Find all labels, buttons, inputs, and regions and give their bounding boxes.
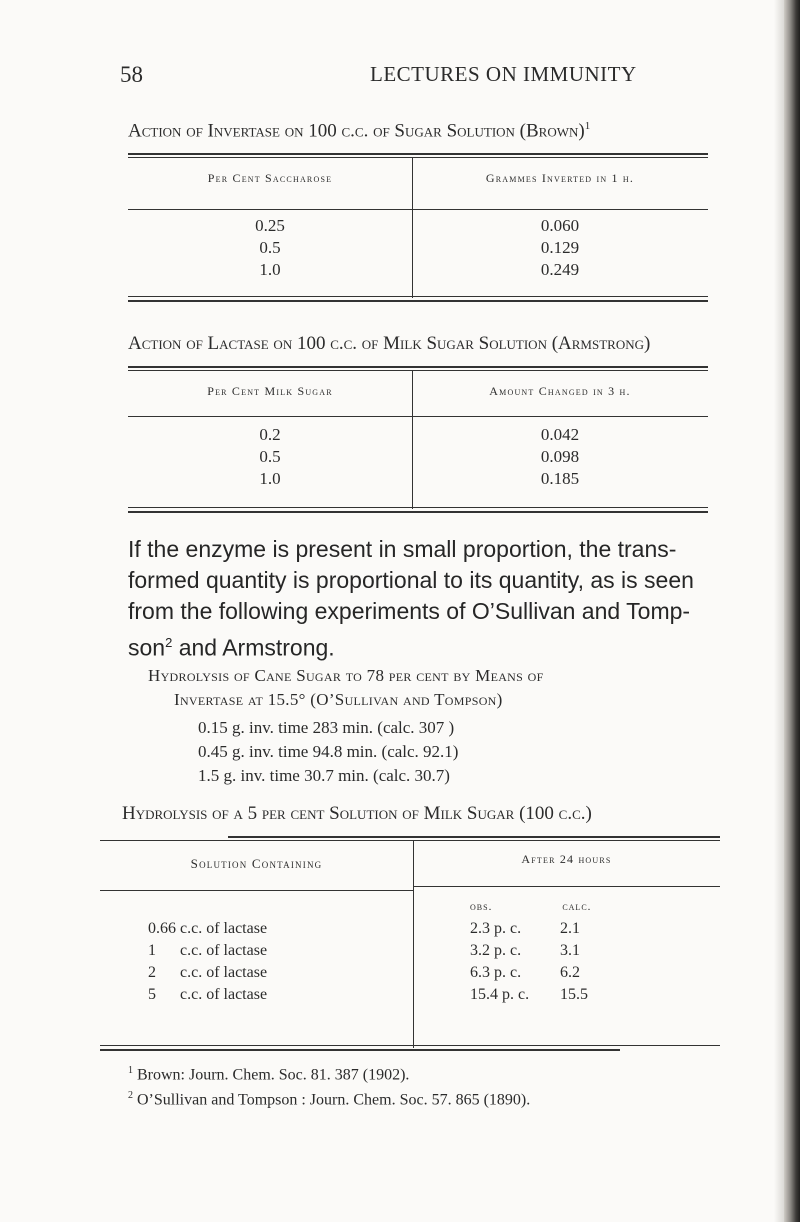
footnote-ref: 2	[165, 635, 173, 650]
table-cell: 0.2	[259, 425, 281, 444]
obs-value: 15.4 p. c.	[470, 986, 530, 1003]
lactase-amount: 1	[148, 942, 156, 959]
table3-col2-values	[470, 896, 591, 1006]
table2-col1-values	[128, 424, 412, 490]
table-row	[470, 940, 591, 962]
paragraph-line: If the enzyme is present in small proportion, the trans-	[128, 536, 677, 562]
lactase-unit: c.c. of lactase	[180, 920, 268, 937]
table2	[128, 366, 708, 514]
table1-title	[128, 120, 728, 142]
table1-col1-values	[128, 215, 412, 281]
table-cell: 0.25	[255, 216, 285, 235]
table-cell: 0.042	[540, 425, 580, 444]
table2-title-text: Action of Lactase on 100 c.c. of Milk Sugar Solution (Armstrong)	[128, 333, 651, 354]
table3	[100, 836, 720, 1054]
table-cell: 0.249	[540, 260, 580, 279]
table3-title	[122, 803, 722, 825]
paragraph-text: and Armstrong.	[172, 634, 335, 661]
footnotes	[128, 1060, 728, 1111]
lactase-unit: c.c. of lactase	[180, 986, 268, 1003]
calc-value: 15.5	[560, 986, 588, 1003]
paragraph-last-line	[128, 627, 718, 664]
footnote-number: 2	[128, 1090, 133, 1102]
hydrolysis-result: 0.45 g. inv. time 94.8 min. (calc. 92.1)	[198, 742, 459, 761]
hydrolysis1-title-text: Invertase at 15.5° (O’Sullivan and Tompson)	[174, 690, 503, 709]
table-cell: 1.0	[259, 469, 281, 488]
table-row	[470, 918, 591, 940]
footnote-text: O’Sullivan and Tompson : Journ. Chem. Soc. 57. 865 (1890).	[137, 1091, 531, 1109]
table3-title-text: Hydrolysis of a 5 per cent Solution of Milk Sugar (100 c.c.)	[122, 803, 592, 824]
table-cell: 0.129	[540, 238, 580, 257]
table-row	[148, 984, 267, 1006]
hydrolysis-result: 1.5 g. inv. time 30.7 min. (calc. 30.7)	[198, 766, 450, 785]
table-row	[148, 918, 267, 940]
lactase-amount: 2	[148, 964, 156, 981]
body-paragraph	[128, 534, 718, 664]
table1-col2-values	[412, 215, 708, 281]
table2-col1-header: Per Cent Milk Sugar	[207, 384, 333, 398]
footnote	[128, 1060, 728, 1085]
table1-col2-header: Grammes Inverted in 1 h.	[485, 171, 635, 185]
calc-value: 6.2	[560, 964, 580, 981]
hydrolysis1-title-text: Hydrolysis of Cane Sugar to 78 per cent by Means of	[148, 666, 544, 685]
hydrolysis-result: 0.15 g. inv. time 283 min. (calc. 307 )	[198, 718, 455, 737]
table3-col2-header: After 24 hours	[521, 852, 612, 866]
footnote-number: 1	[128, 1065, 133, 1076]
page-edge-binding	[784, 0, 800, 1222]
calc-value: 3.1	[560, 942, 580, 959]
hydrolysis1-title-line1	[148, 666, 544, 686]
page-number: 58	[120, 62, 143, 87]
obs-value: 3.2 p. c.	[470, 942, 522, 959]
footnote	[128, 1085, 728, 1110]
table3-col1-header: Solution Containing	[190, 856, 323, 871]
obs-value: 2.3 p. c.	[470, 920, 522, 937]
table-row	[148, 940, 267, 962]
table2-col2-values	[412, 424, 708, 490]
table2-title	[128, 333, 728, 355]
paragraph-line: from the following experiments of O’Sullivan and Tomp-	[128, 598, 691, 624]
table2-col2-header: Amount Changed in 3 h.	[489, 384, 631, 398]
table-row	[148, 962, 267, 984]
lactase-amount: 5	[148, 986, 156, 1003]
running-head	[120, 62, 720, 92]
obs-value: 6.3 p. c.	[470, 964, 522, 981]
lactase-amount: 0.66	[148, 920, 176, 937]
table1-col1-header: Per Cent Saccharose	[207, 171, 333, 185]
table3-col1-values	[148, 918, 267, 1006]
footnote-text: Brown: Journ. Chem. Soc. 81. 387 (1902).	[137, 1066, 410, 1084]
table1-title-text: Action of Invertase on 100 c.c. of Sugar Solution (Brown)	[128, 120, 585, 142]
table-cell: 1.0	[259, 260, 281, 279]
table-cell: 0.5	[259, 238, 281, 257]
hydrolysis1-title-line2	[174, 690, 503, 710]
lactase-unit: c.c. of lactase	[180, 942, 268, 959]
table-cell: 0.5	[259, 447, 281, 466]
calc-label: calc.	[562, 901, 592, 913]
running-title: LECTURES ON IMMUNITY	[370, 62, 637, 86]
obs-label: obs.	[470, 901, 493, 913]
lactase-unit: c.c. of lactase	[180, 964, 268, 981]
paragraph-line: formed quantity is proportional to its quantity, as is seen	[128, 567, 694, 593]
table1	[128, 153, 708, 303]
calc-value: 2.1	[560, 920, 580, 937]
table-row	[470, 962, 591, 984]
table-cell: 0.098	[540, 447, 580, 466]
table-cell: 0.060	[540, 216, 580, 235]
table-cell: 0.185	[540, 469, 580, 488]
paragraph-text: son	[128, 634, 166, 661]
obs-calc-header	[470, 896, 591, 918]
page-edge-shade	[774, 0, 784, 1222]
table1-footnote-ref: 1	[584, 120, 591, 132]
table-row	[470, 984, 591, 1006]
